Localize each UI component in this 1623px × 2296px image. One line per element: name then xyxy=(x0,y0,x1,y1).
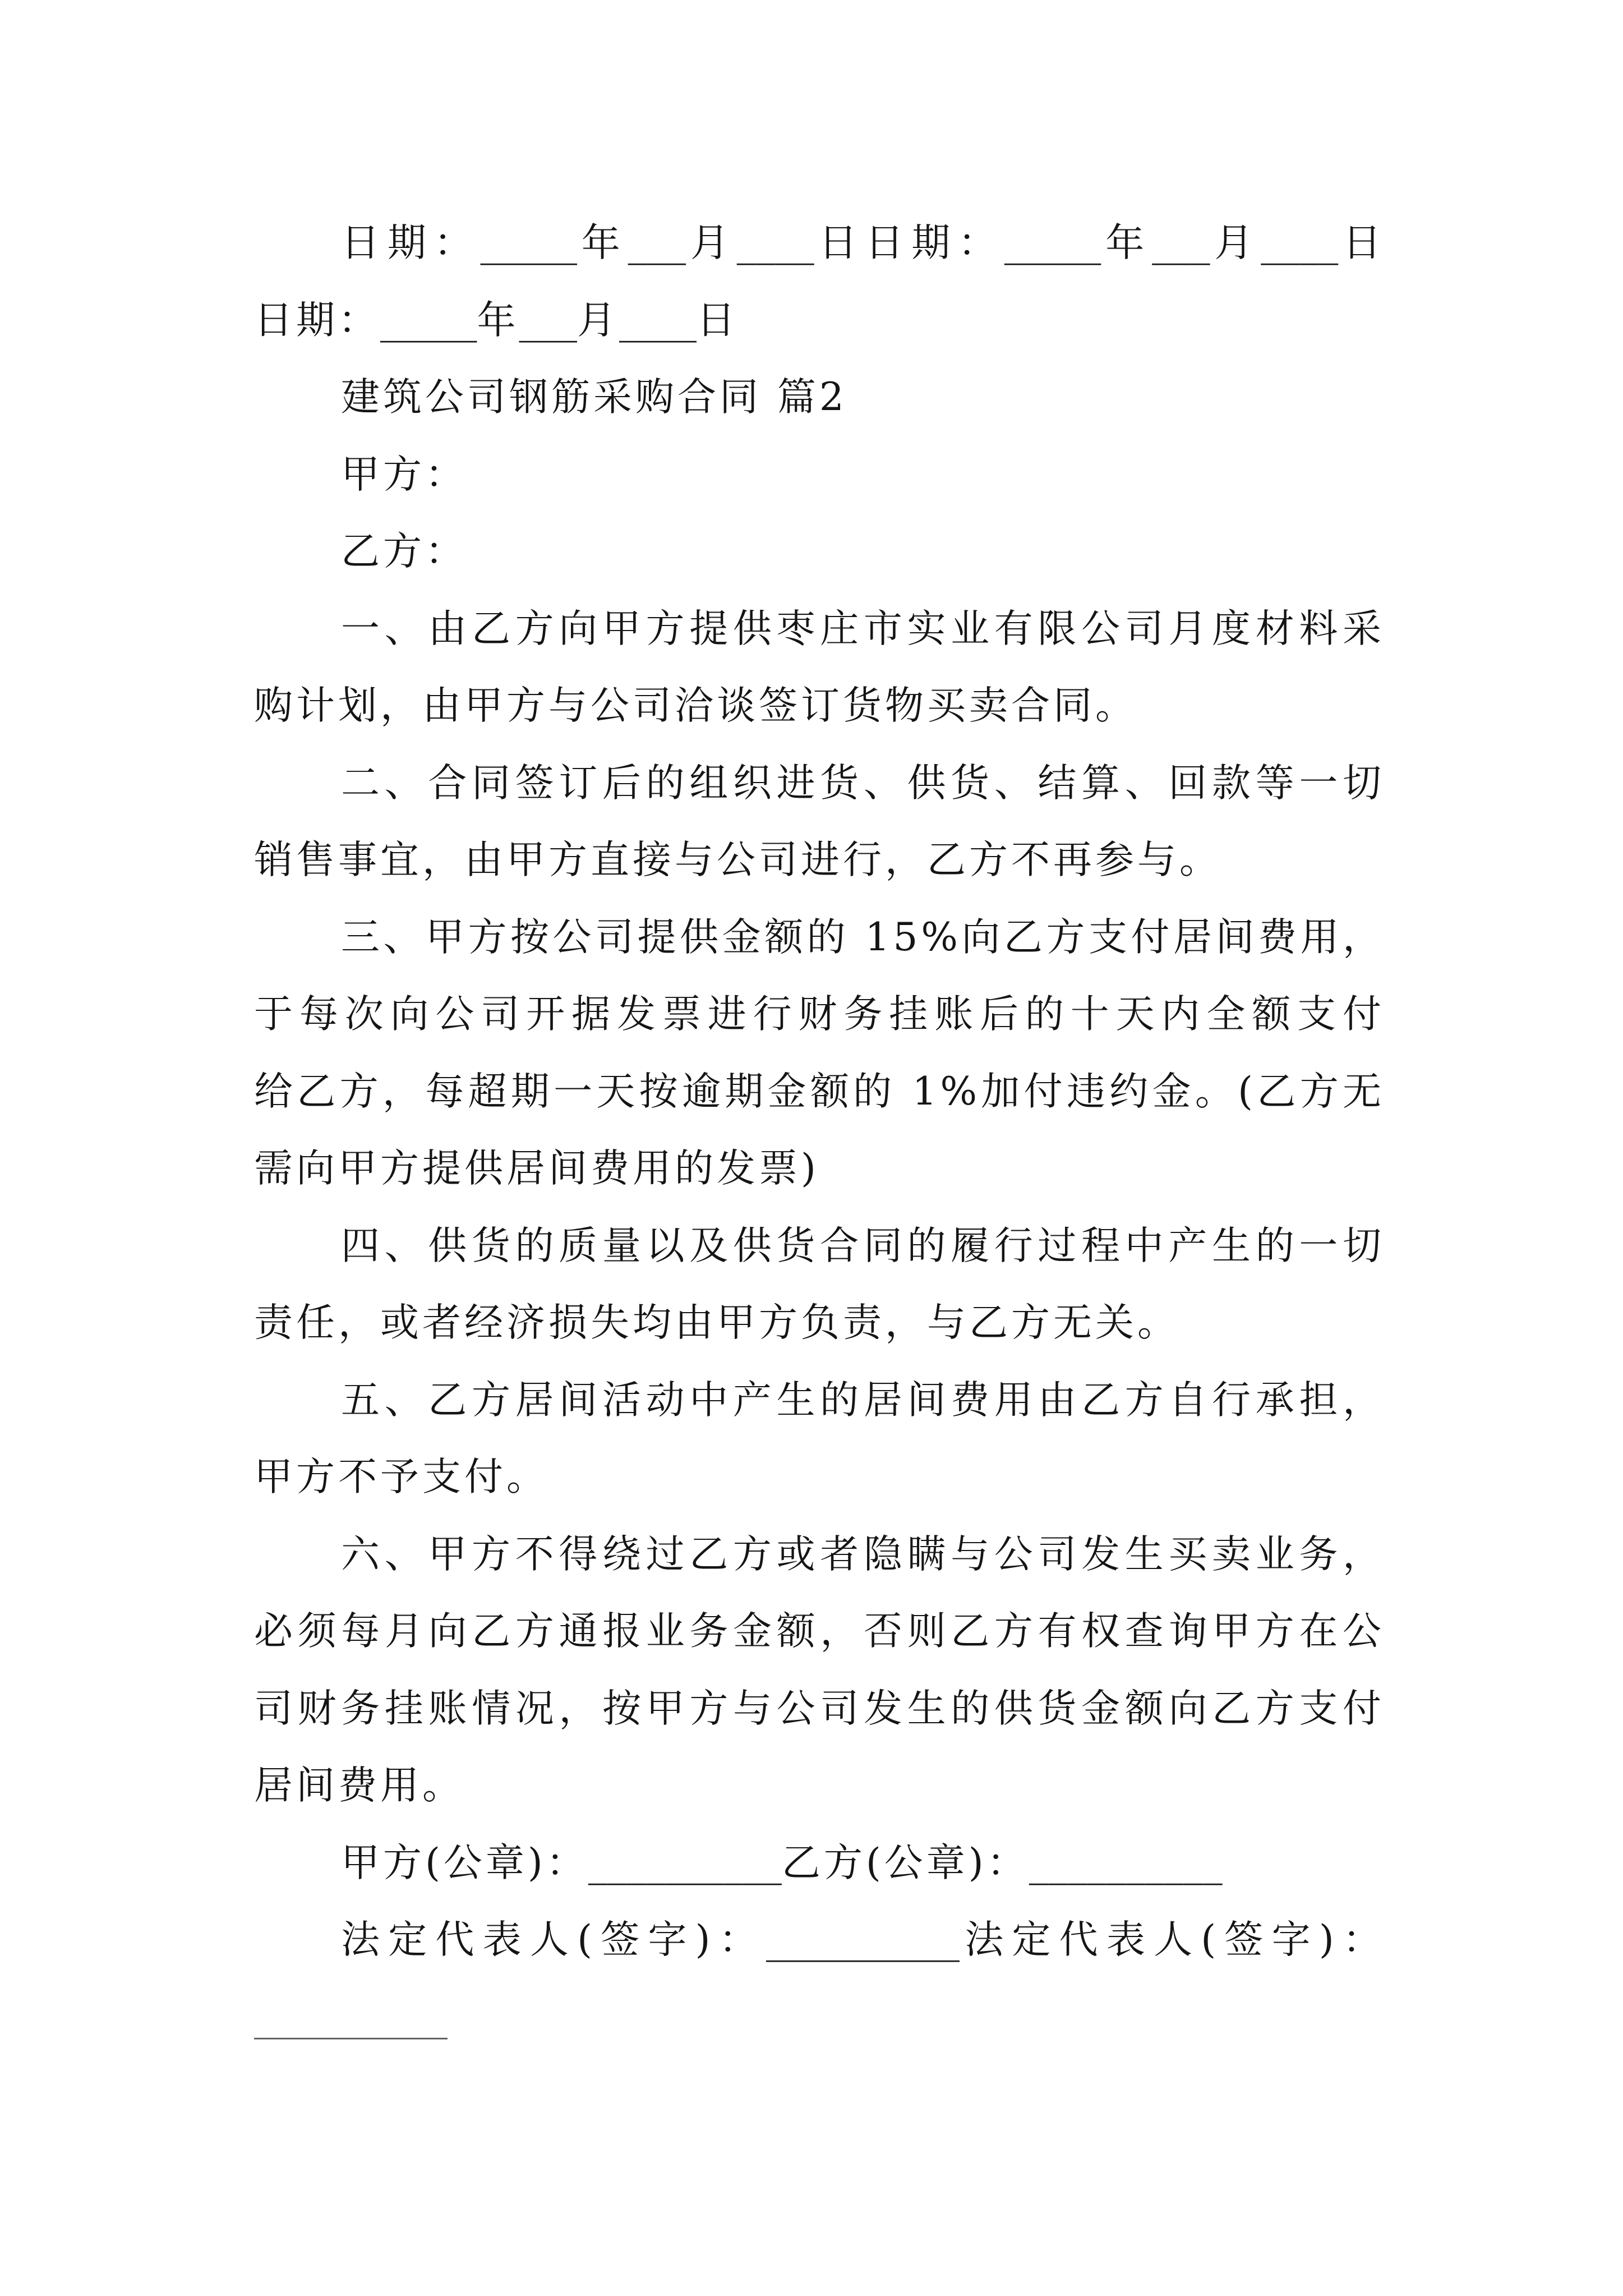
fill-in-blank: ____ xyxy=(736,220,814,265)
date-line-2: 日期：_____年___月____日 xyxy=(254,297,739,343)
fill-in-blank: ___ xyxy=(519,297,577,343)
clause-6-line-3: 司财务挂账情况，按甲方与公司发生的供货金额向乙方支付 xyxy=(254,1686,1385,1731)
parties-block xyxy=(254,436,1385,591)
clause-5-line-2: 甲方不予支付。 xyxy=(254,1455,548,1499)
fill-in-blank: ____ xyxy=(619,297,697,343)
clause-3-line-3: 给乙方，每超期一天按逾期金额的 1%加付违约金。(乙方无 xyxy=(254,1069,1385,1114)
clause-3-line-4: 需向甲方提供居间费用的发票) xyxy=(254,1146,819,1191)
fill-in-blank: __________ xyxy=(766,1917,960,1962)
clause-5 xyxy=(254,1362,1385,1516)
fill-in-blank: ____ xyxy=(1261,220,1339,265)
clause-4-line-2: 责任，或者经济损失均由甲方负责，与乙方无关。 xyxy=(254,1300,1179,1345)
clause-3 xyxy=(254,899,1385,1208)
fill-in-blank: _____ xyxy=(480,220,577,265)
document-page xyxy=(254,205,1385,2056)
clause-6 xyxy=(254,1516,1385,1825)
clause-2 xyxy=(254,745,1385,899)
section-title: 建筑公司钢筋采购合同 篇2 xyxy=(341,375,847,420)
clause-2-line-1: 二、合同签订后的组织进货、供货、结算、回款等一切 xyxy=(341,760,1385,806)
clause-3-line-2: 于每次向公司开据发票进行财务挂账后的十天内全额支付 xyxy=(254,992,1385,1037)
representative-line-1: 法定代表人(签字)：__________法定代表人(签字)： xyxy=(341,1917,1385,1962)
fill-in-blank: ___ xyxy=(1152,220,1210,265)
fill-in-blank: _____ xyxy=(1004,220,1101,265)
clause-1 xyxy=(254,591,1385,745)
seal-line: 甲方(公章)：__________乙方(公章)：__________ xyxy=(341,1840,1223,1885)
clause-4-line-1: 四、供货的质量以及供货合同的履行过程中产生的一切 xyxy=(341,1223,1385,1268)
signature-date-block xyxy=(254,205,1385,359)
clause-5-line-1: 五、乙方居间活动中产生的居间费用由乙方自行承担， xyxy=(341,1377,1385,1423)
clause-2-line-2: 销售事宜，由甲方直接与公司进行，乙方不再参与。 xyxy=(254,838,1221,882)
fill-in-blank: __________ xyxy=(254,1994,448,2040)
clause-1-line-2: 购计划，由甲方与公司洽谈签订货物买卖合同。 xyxy=(254,683,1137,728)
fill-in-blank: __________ xyxy=(1029,1840,1223,1885)
signature-block xyxy=(254,1825,1385,2056)
fill-in-blank: ___ xyxy=(628,220,686,265)
clause-3-line-1: 三、甲方按公司提供金额的 15%向乙方支付居间费用， xyxy=(341,914,1385,960)
date-line-1: 日期：_____年___月____日日期：_____年___月____日 xyxy=(341,220,1385,265)
clause-6-line-2: 必须每月向乙方通报业务金额，否则乙方有权查询甲方在公 xyxy=(254,1609,1385,1654)
party-b-label: 乙方： xyxy=(341,529,467,574)
clause-1-line-1: 一、由乙方向甲方提供枣庄市实业有限公司月度材料采 xyxy=(341,606,1385,651)
fill-in-blank: _____ xyxy=(380,297,477,343)
representative-line-2 xyxy=(254,1979,1385,2056)
clause-6-line-4: 居间费用。 xyxy=(254,1763,464,1808)
clause-6-line-1: 六、甲方不得绕过乙方或者隐瞒与公司发生买卖业务， xyxy=(341,1531,1385,1577)
party-a-label: 甲方： xyxy=(341,452,467,497)
fill-in-blank: __________ xyxy=(588,1840,782,1885)
clause-4 xyxy=(254,1208,1385,1362)
